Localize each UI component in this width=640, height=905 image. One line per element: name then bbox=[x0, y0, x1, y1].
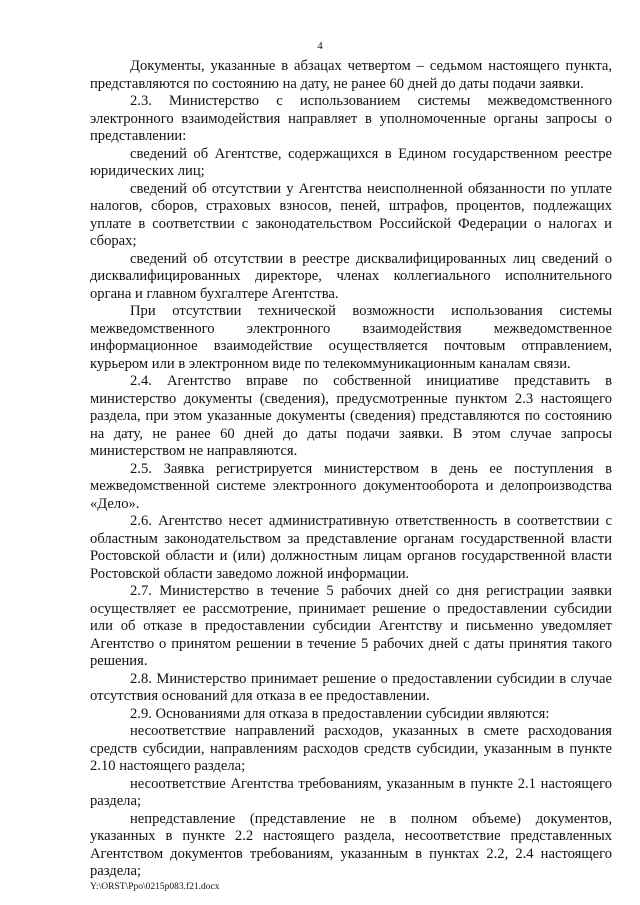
paragraph: 2.3. Министерство с использованием системы межведомственного электронного взаимодействия направляет в уполномоченные органы запросы о представлении: bbox=[90, 93, 612, 144]
page-number: 4 bbox=[317, 40, 323, 52]
paragraph: 2.7. Министерство в течение 5 рабочих дней со дня регистрации заявки осуществляет ее рассмотрение, принимает решение о предоставлении субсидии или об отказе в предоставлении субсидии Агентству и письменно уведомляет Агентство о принятом решении в течение 5 рабочих дней с даты принятия такого решения. bbox=[90, 583, 612, 669]
paragraph: 2.8. Министерство принимает решение о предоставлении субсидии в случае отсутствия оснований для отказа в ее предоставлении. bbox=[90, 670, 612, 704]
paragraph: непредставление (представление не в полном объеме) документов, указанных в пункте 2.2 настоящего раздела, несоответствие представленных Агентством документов требованиям, указанным в пунктах 2.2, 2.4 настоящего раздела; bbox=[90, 810, 612, 879]
paragraph: сведений об отсутствии в реестре дисквалифицированных лиц сведений о дисквалифицированных директоре, членах коллегиального исполнительного органа и главном бухгалтере Агентства. bbox=[90, 250, 612, 302]
paragraph: сведений об отсутствии у Агентства неисполненной обязанности по уплате налогов, сборов, страховых взносов, пеней, штрафов, процентов, подлежащих уплате в соответствии с законодательством Российской Федерации о налогах и сборах; bbox=[90, 180, 612, 249]
paragraph: 2.4. Агентство вправе по собственной инициативе представить в министерство документы (сведения), предусмотренные пунктом 2.3 настоящего раздела, при этом указанные документы (сведения) представляются по состоянию на дату, не ранее 60 дней до даты подачи заявки. В этом случае запросы министерством не направляются. bbox=[90, 373, 612, 459]
paragraph: При отсутствии технической возможности использования системы межведомственного электронного взаимодействия межведомственное информационное взаимодействие осуществляется почтовым отправлением, курьером или в электронном виде по телекоммуникационным каналам связи. bbox=[90, 303, 612, 372]
document-body bbox=[90, 58, 612, 881]
paragraph: Документы, указанные в абзацах четвертом – седьмом настоящего пункта, представляются по состоянию на дату, не ранее 60 дней до даты подачи заявки. bbox=[90, 58, 612, 92]
paragraph: несоответствие Агентства требованиям, указанным в пункте 2.1 настоящего раздела; bbox=[90, 775, 612, 809]
footer-file-path: Y:\ORST\Ppo\0215p083.f21.docx bbox=[90, 882, 220, 892]
paragraph: сведений об Агентстве, содержащихся в Едином государственном реестре юридических лиц; bbox=[90, 145, 612, 179]
paragraph: 2.9. Основаниями для отказа в предоставлении субсидии являются: bbox=[130, 705, 550, 722]
paragraph: несоответствие направлений расходов, указанных в смете расходования средств субсидии, направлениям расходов средств субсидии, указанным в пункте 2.10 настоящего раздела; bbox=[90, 723, 612, 774]
paragraph: 2.5. Заявка регистрируется министерством в день ее поступления в межведомственной системе электронного документооборота и делопроизводства «Дело». bbox=[90, 460, 612, 512]
paragraph: 2.6. Агентство несет административную ответственность в соответствии с областным законодательством за представление органам государственной власти Ростовской области и (или) должностным лицам органов государственной власти Ростовской области заведомо ложной информации. bbox=[90, 513, 612, 582]
